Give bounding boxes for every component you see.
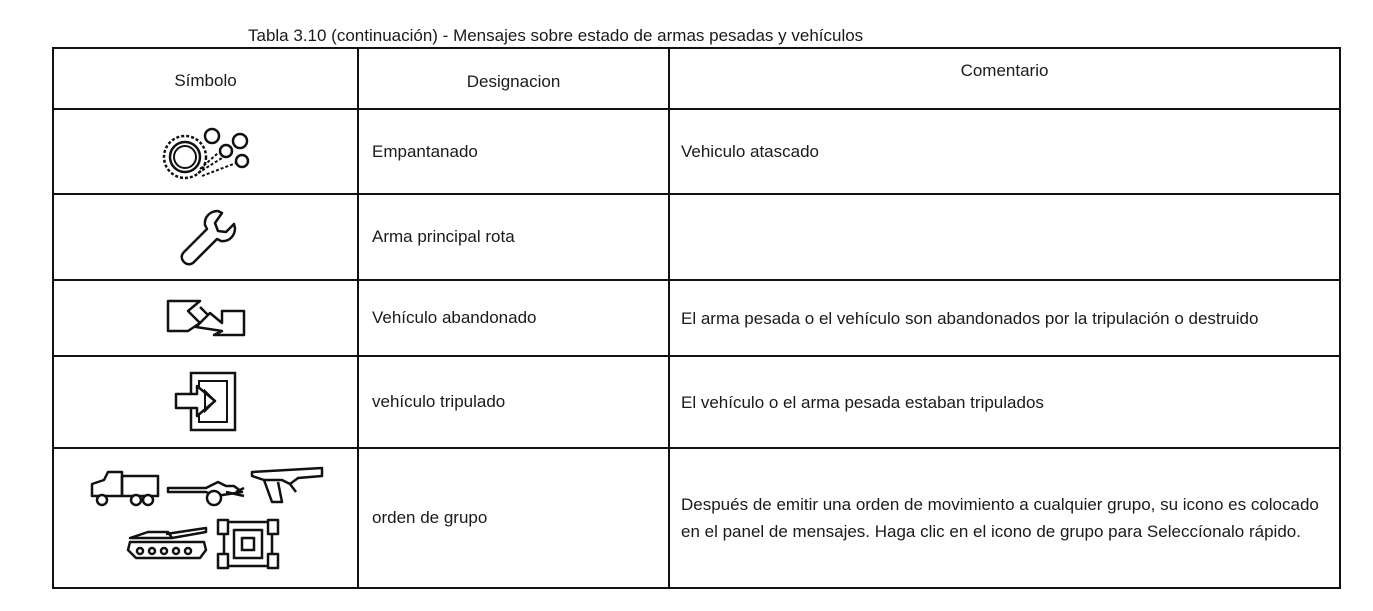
comment-cell: Después de emitir una orden de movimiento a cualquier grupo, su icono es colocado en el panel de mensajes. Haga clic en el icono de grupo para Seleccíonalo rápido. [669,448,1340,588]
abandoned-arrows-icon [164,297,248,339]
header-row [53,48,1340,109]
status-messages-table [52,47,1341,589]
comment-cell: El arma pesada o el vehículo son abandonados por la tripulación o destruido [669,280,1340,356]
table-row [53,448,1340,588]
comment-cell: El vehículo o el arma pesada estaban tripulados [669,356,1340,448]
table-caption: Tabla 3.10 (continuación) - Mensajes sobre estado de armas pesadas y vehículos [248,26,864,45]
symbol-cell [53,448,358,588]
field-gun-icon [168,482,244,505]
symbol-cell [53,194,358,280]
comment-cell: Vehiculo atascado [669,109,1340,194]
header-comment: Comentario [669,48,1340,109]
header-designation: Designacion [358,48,669,109]
designation-cell: Empantanado [358,109,669,194]
table-row [53,194,1340,280]
armored-car-icon [218,520,278,568]
table-row [53,280,1340,356]
symbol-cell [53,109,358,194]
symbol-cell [53,356,358,448]
designation-cell: vehículo tripulado [358,356,669,448]
submachine-gun-icon [252,468,322,502]
designation-cell: Vehículo abandonado [358,280,669,356]
crewed-enter-icon [173,370,239,434]
group-units-icon [86,462,326,574]
header-symbol: Símbolo [53,48,358,109]
comment-cell [669,194,1340,280]
symbol-cell [53,280,358,356]
designation-cell: orden de grupo [358,448,669,588]
table-row [53,356,1340,448]
tank-icon [128,528,206,558]
bogged-wheels-icon [158,123,254,181]
wrench-icon [174,205,238,269]
designation-cell: Arma principal rota [358,194,669,280]
table-row [53,109,1340,194]
truck-icon [92,472,158,505]
